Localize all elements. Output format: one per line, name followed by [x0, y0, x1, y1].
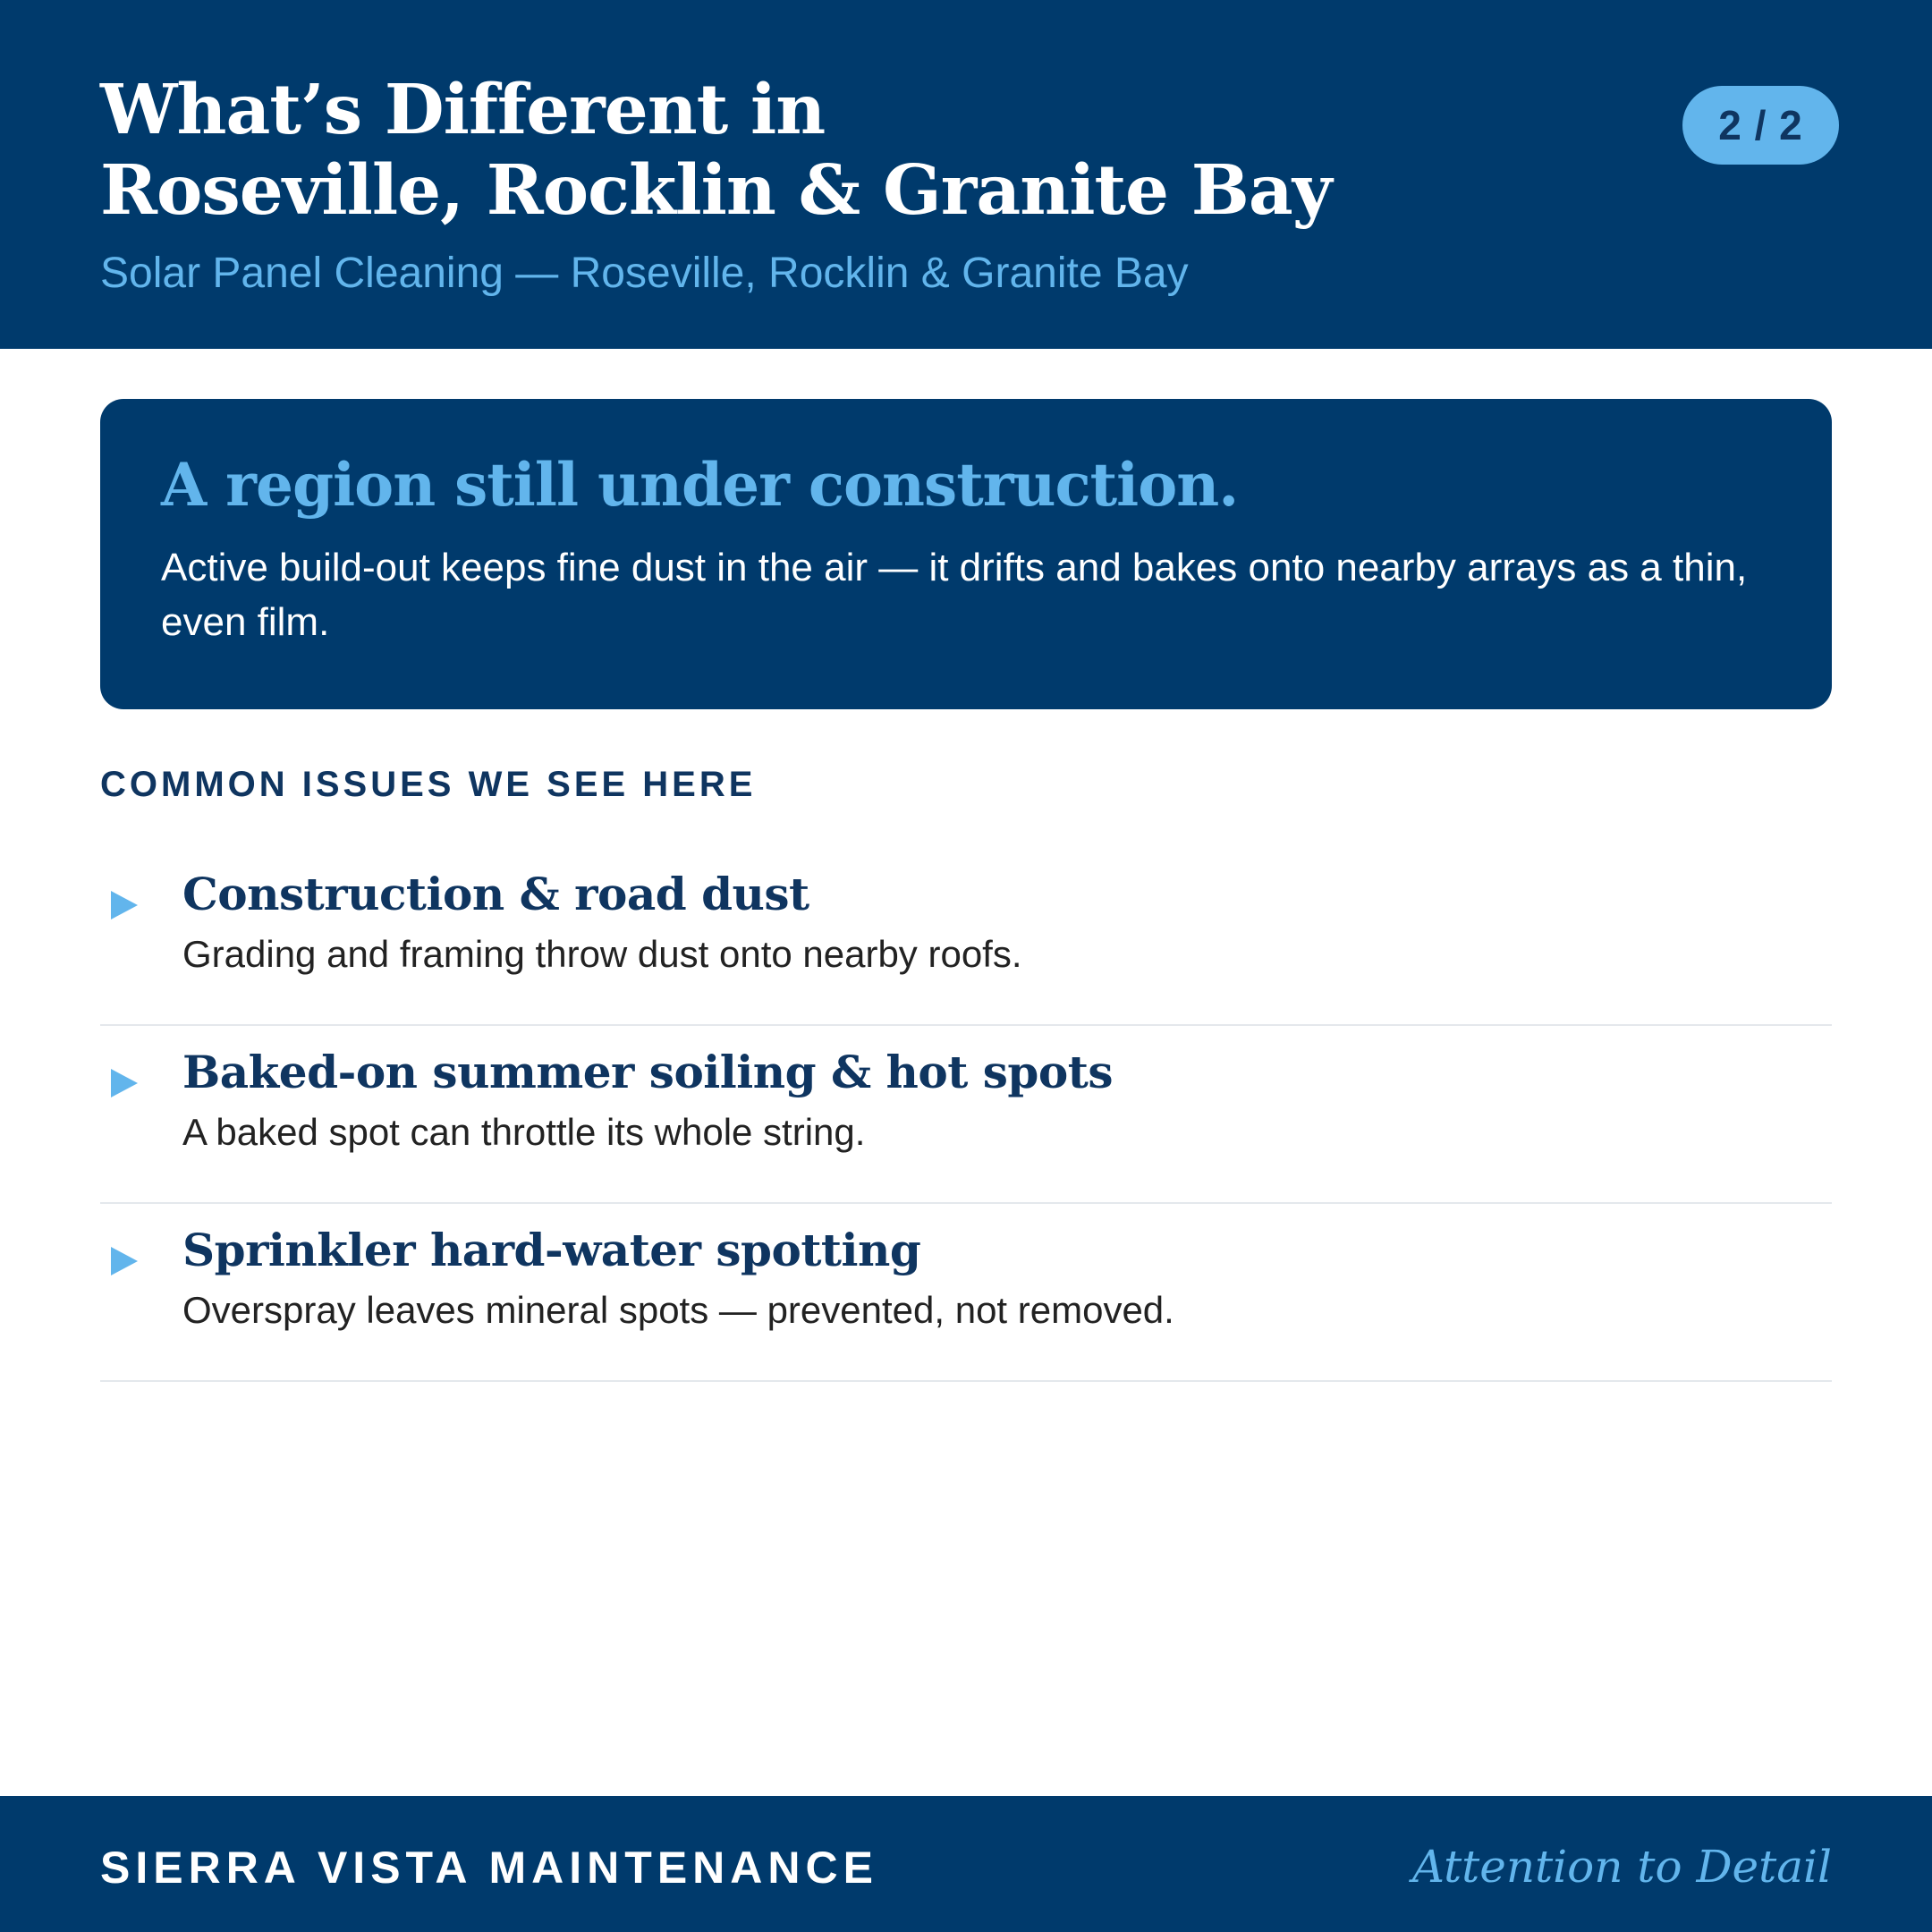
list-item	[100, 1204, 1832, 1382]
issue-description: A baked spot can throttle its whole string.	[182, 1111, 866, 1153]
brand-name: SIERRA VISTA MAINTENANCE	[100, 1843, 878, 1893]
issue-title: Sprinkler hard-water spotting	[182, 1224, 921, 1276]
page-subtitle: Solar Panel Cleaning — Roseville, Rocklin & Granite Bay	[100, 250, 1189, 297]
header-banner	[0, 0, 1932, 349]
issue-description: Grading and framing throw dust onto nearby roofs.	[182, 933, 1022, 975]
issue-description: Overspray leaves mineral spots — prevented, not removed.	[182, 1289, 1174, 1331]
triangle-right-icon	[111, 891, 138, 919]
page-title-line-1: What’s Different in	[100, 70, 826, 150]
issue-title: Baked-on summer soiling & hot spots	[182, 1046, 1113, 1098]
page-indicator-badge: 2 / 2	[1682, 86, 1839, 165]
issues-list	[100, 848, 1832, 1382]
issue-title: Construction & road dust	[182, 868, 809, 920]
triangle-right-icon	[111, 1069, 138, 1097]
callout-body: Active build-out keeps fine dust in the air — it drifts and bakes onto nearby arrays as a thin, even film.	[161, 546, 1748, 644]
list-item	[100, 848, 1832, 1026]
brand-tagline: Attention to Detail	[1411, 1841, 1832, 1893]
page-title	[100, 70, 1621, 231]
triangle-right-icon	[111, 1247, 138, 1275]
page-title-line-2: Roseville, Rocklin & Granite Bay	[100, 150, 1332, 231]
issues-section-label: COMMON ISSUES WE SEE HERE	[100, 765, 757, 804]
list-item	[100, 1026, 1832, 1204]
callout-heading: A region still under construction.	[161, 450, 1239, 520]
callout-box	[100, 399, 1832, 709]
footer-bar	[0, 1796, 1932, 1932]
